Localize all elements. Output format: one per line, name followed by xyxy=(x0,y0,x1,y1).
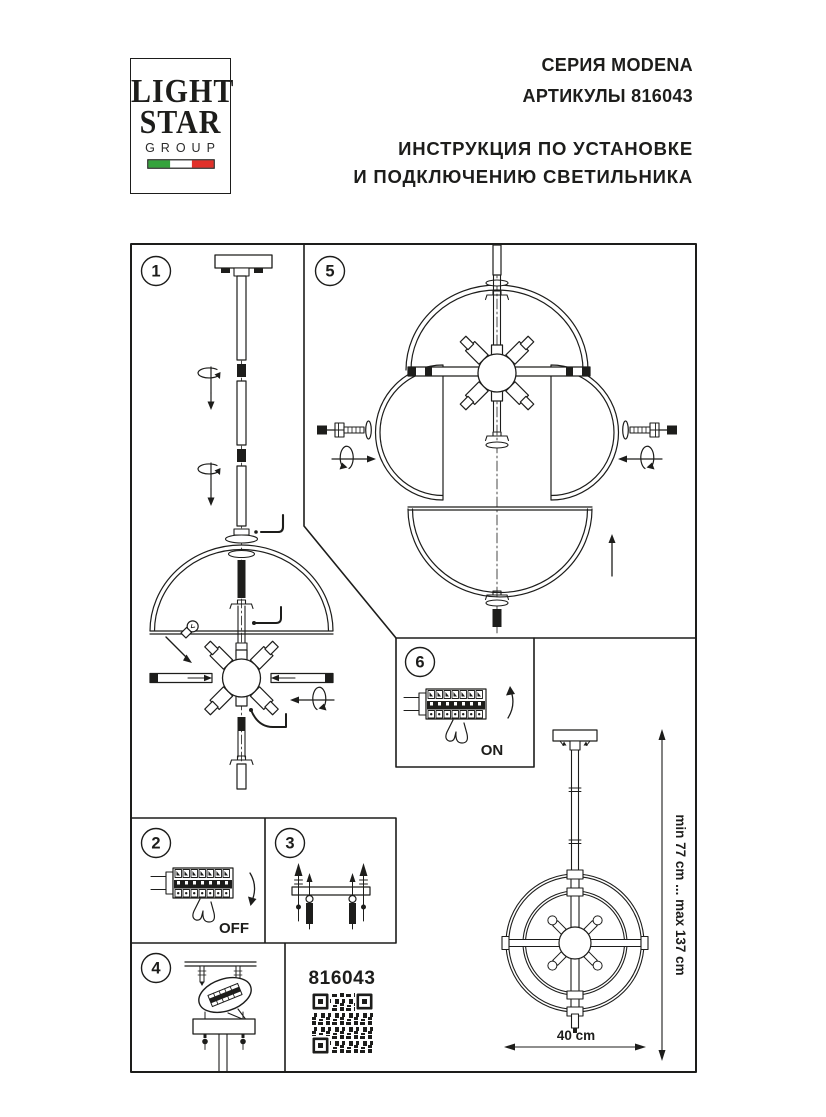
panel-4-ceiling-mount xyxy=(142,954,257,1073)
switch-down-arrow xyxy=(250,873,255,901)
bracket-anchors-drawing xyxy=(292,863,370,929)
logo-word-group: GROUP xyxy=(145,141,221,155)
fixture-dimensions-drawing xyxy=(502,729,688,1061)
sphere-shades-drawing xyxy=(317,245,677,633)
step-2-number: 2 xyxy=(151,834,161,853)
panel-1-rod-assembly xyxy=(142,255,335,789)
canopy-mounting-drawing xyxy=(185,962,256,1072)
series-title: СЕРИЯ MODENA xyxy=(541,55,693,75)
width-dimension xyxy=(504,1028,646,1051)
height-range-label: min 77 cm ... max 137 cm xyxy=(673,814,688,976)
right-dome-shade xyxy=(551,365,619,500)
lamp-hub xyxy=(203,639,280,716)
width-label: 40 cm xyxy=(556,1028,596,1043)
pendant-rod-drawing xyxy=(150,255,334,789)
off-label: OFF xyxy=(219,920,249,937)
step-1-number: 1 xyxy=(151,262,161,281)
bulb-icon xyxy=(180,619,201,640)
step-3-number: 3 xyxy=(285,834,295,853)
step-5-number: 5 xyxy=(325,262,335,281)
panel-3-mounting-bracket xyxy=(276,829,371,930)
installation-diagram xyxy=(130,243,697,1073)
bottom-bowl-shade xyxy=(408,507,592,597)
insert-bulb-arrow xyxy=(166,637,188,659)
finger-icon xyxy=(446,720,468,743)
rotate-screw-icon xyxy=(332,446,376,469)
logo-word-star: STAR xyxy=(139,104,222,141)
side-screw-assembly xyxy=(317,421,371,439)
panel-2-power-off xyxy=(142,829,257,938)
height-dimension xyxy=(659,729,689,1061)
lightstar-logo xyxy=(130,58,235,194)
rotate-rod-icon xyxy=(198,367,220,410)
rotate-hub-icon xyxy=(290,687,334,710)
article-code: 816043 xyxy=(308,968,376,989)
panel-6-power-on xyxy=(404,648,515,760)
on-label: ON xyxy=(480,742,504,759)
article-title: АРТИКУЛЫ 816043 xyxy=(522,86,693,106)
switch-up-arrow xyxy=(508,691,513,718)
title-block xyxy=(353,50,693,191)
instruction-title-line1: ИНСТРУКЦИЯ ПО УСТАНОВКЕ xyxy=(398,138,693,159)
allen-key-icon xyxy=(261,515,283,532)
hex-key-icon xyxy=(251,710,286,727)
rotate-screw-icon xyxy=(618,446,662,469)
hex-key-icon xyxy=(256,607,281,623)
qr-code xyxy=(311,992,374,1055)
finger-icon xyxy=(193,899,215,922)
circuit-breaker-icon xyxy=(151,868,233,898)
side-screw-assembly xyxy=(623,421,677,439)
circuit-breaker-icon xyxy=(404,689,486,719)
italian-flag-icon xyxy=(147,159,215,169)
step-4-number: 4 xyxy=(151,959,161,978)
rotate-rod-icon xyxy=(198,463,220,506)
panel-5-sphere-assembly xyxy=(316,245,678,633)
article-qr-block xyxy=(308,968,375,1055)
logo-word-light: LIGHT xyxy=(131,73,235,110)
instruction-title-line2: И ПОДКЛЮЧЕНИЮ СВЕТИЛЬНИКА xyxy=(353,166,693,187)
step-6-number: 6 xyxy=(415,653,425,672)
left-dome-shade xyxy=(376,365,444,500)
